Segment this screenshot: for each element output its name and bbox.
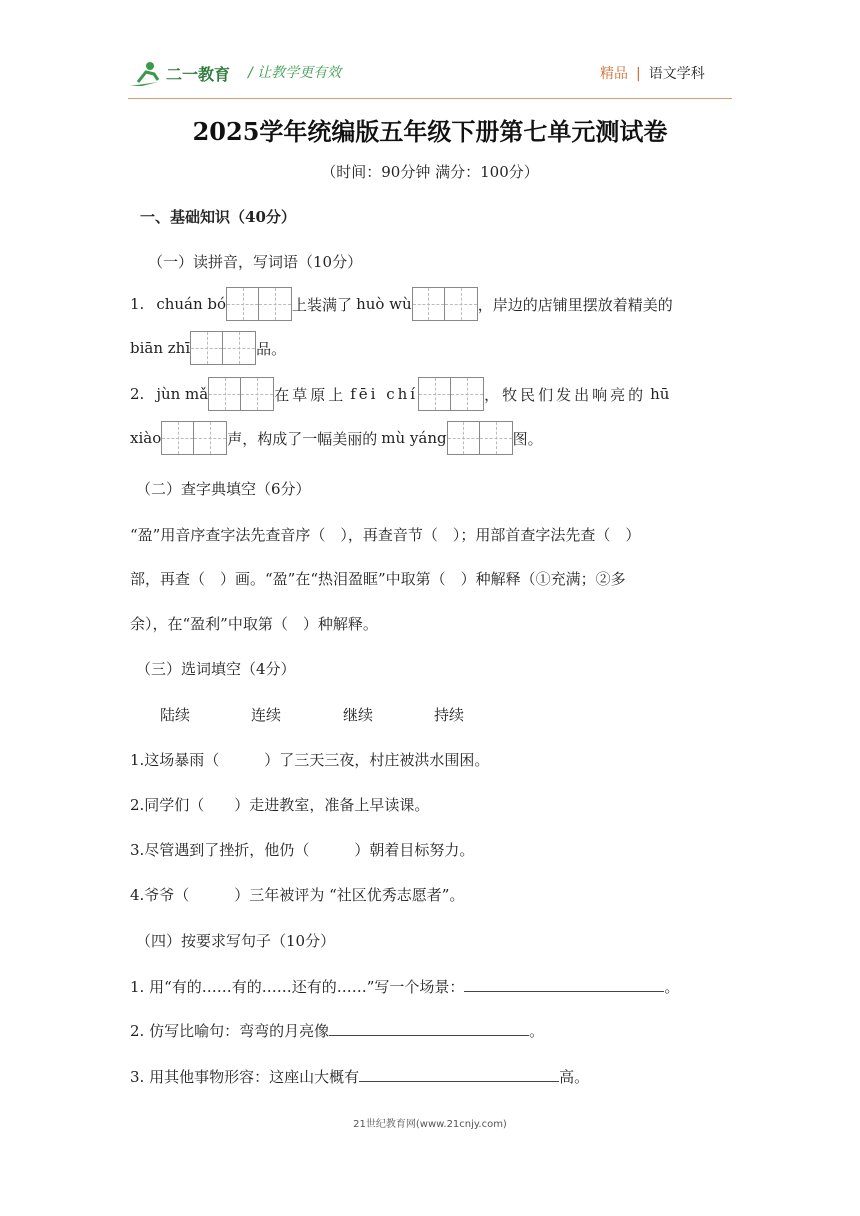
pinyin: fēi chí bbox=[350, 385, 419, 403]
answer-line[interactable] bbox=[464, 977, 664, 992]
subject-tag bbox=[600, 63, 705, 83]
q1-line1: 1. chuán bó 上装满了 huò wù ，岸边的店铺里摆放着精美的 bbox=[130, 287, 673, 321]
answer-line[interactable] bbox=[329, 1021, 529, 1036]
part2-line3: 余），在“盈利”中取第（ ）种解释。 bbox=[130, 615, 378, 633]
part4-item: 3. 用其他事物形容：这座山大概有 高。 bbox=[130, 1068, 590, 1086]
q1-line2: biān zhī 品。 bbox=[130, 331, 286, 365]
word-option: 连续 bbox=[251, 706, 282, 724]
answer-grid[interactable] bbox=[447, 421, 513, 455]
part4-heading: （四）按要求写句子（10分） bbox=[136, 932, 336, 950]
part3-item: 2.同学们（ ）走进教室，准备上早读课。 bbox=[130, 796, 430, 814]
answer-line[interactable] bbox=[359, 1067, 559, 1082]
answer-grid[interactable] bbox=[208, 377, 274, 411]
word-option: 继续 bbox=[343, 706, 374, 724]
pinyin: jùn mǎ bbox=[156, 385, 209, 403]
section1-heading: 一、基础知识（40分） bbox=[140, 208, 296, 226]
q2-line1: 2. jùn mǎ 在草原上 fēi chí ，牧民们发出响亮的 hū bbox=[130, 377, 669, 411]
tag-separator: | bbox=[636, 66, 641, 82]
page-subtitle: （时间：90分钟 满分：100分） bbox=[321, 163, 539, 181]
tag-subject: 语文学科 bbox=[648, 66, 705, 82]
pinyin: huò wù bbox=[356, 295, 412, 313]
answer-grid[interactable] bbox=[161, 421, 227, 455]
part3-item: 4.爷爷（ ）三年被评为 “社区优秀志愿者”。 bbox=[130, 886, 465, 904]
pinyin: chuán bó bbox=[156, 295, 227, 313]
part2-heading: （二）查字典填空（6分） bbox=[136, 480, 311, 498]
part3-item: 1.这场暴雨（ ）了三天三夜，村庄被洪水围困。 bbox=[130, 751, 490, 769]
pinyin: biān zhī bbox=[130, 339, 191, 357]
part4-item: 2. 仿写比喻句：弯弯的月亮像 。 bbox=[130, 1022, 545, 1040]
word-option: 持续 bbox=[434, 706, 465, 724]
word-option: 陆续 bbox=[160, 706, 191, 724]
pinyin: mù yáng bbox=[381, 429, 447, 447]
q2-line2: xiào 声，构成了一幅美丽的 mù yáng 图。 bbox=[130, 421, 543, 455]
slogan: / 让教学更有效 bbox=[248, 65, 342, 81]
pinyin: hū bbox=[650, 385, 670, 403]
part2-line1: “盈”用音序查字法先查音序（ ），再查音节（ ）；用部首查字法先查（ ） bbox=[130, 526, 641, 544]
answer-grid[interactable] bbox=[412, 287, 478, 321]
footer: 21世纪教育网(www.21cnjy.com) bbox=[353, 1119, 507, 1130]
part1-heading: （一）读拼音，写词语（10分） bbox=[148, 253, 363, 271]
brand-logo bbox=[128, 60, 236, 88]
part2-line2: 部，再查（ ）画。“盈”在“热泪盈眶”中取第（ ）种解释（①充满；②多 bbox=[130, 570, 626, 588]
answer-grid[interactable] bbox=[190, 331, 256, 365]
part4-item: 1. 用“有的……有的……还有的……”写一个场景： 。 bbox=[130, 978, 680, 996]
answer-grid[interactable] bbox=[226, 287, 292, 321]
answer-grid[interactable] bbox=[418, 377, 484, 411]
header-divider bbox=[128, 98, 732, 99]
page-title: 2025学年统编版五年级下册第七单元测试卷 bbox=[192, 117, 668, 146]
part3-item: 3.尽管遇到了挫折，他仍（ ）朝着目标努力。 bbox=[130, 841, 475, 859]
part3-heading: （三）选词填空（4分） bbox=[136, 660, 296, 678]
logo-text: 二一教育 bbox=[166, 65, 231, 84]
tag-premium: 精品 bbox=[600, 66, 628, 82]
pinyin: xiào bbox=[130, 429, 162, 447]
